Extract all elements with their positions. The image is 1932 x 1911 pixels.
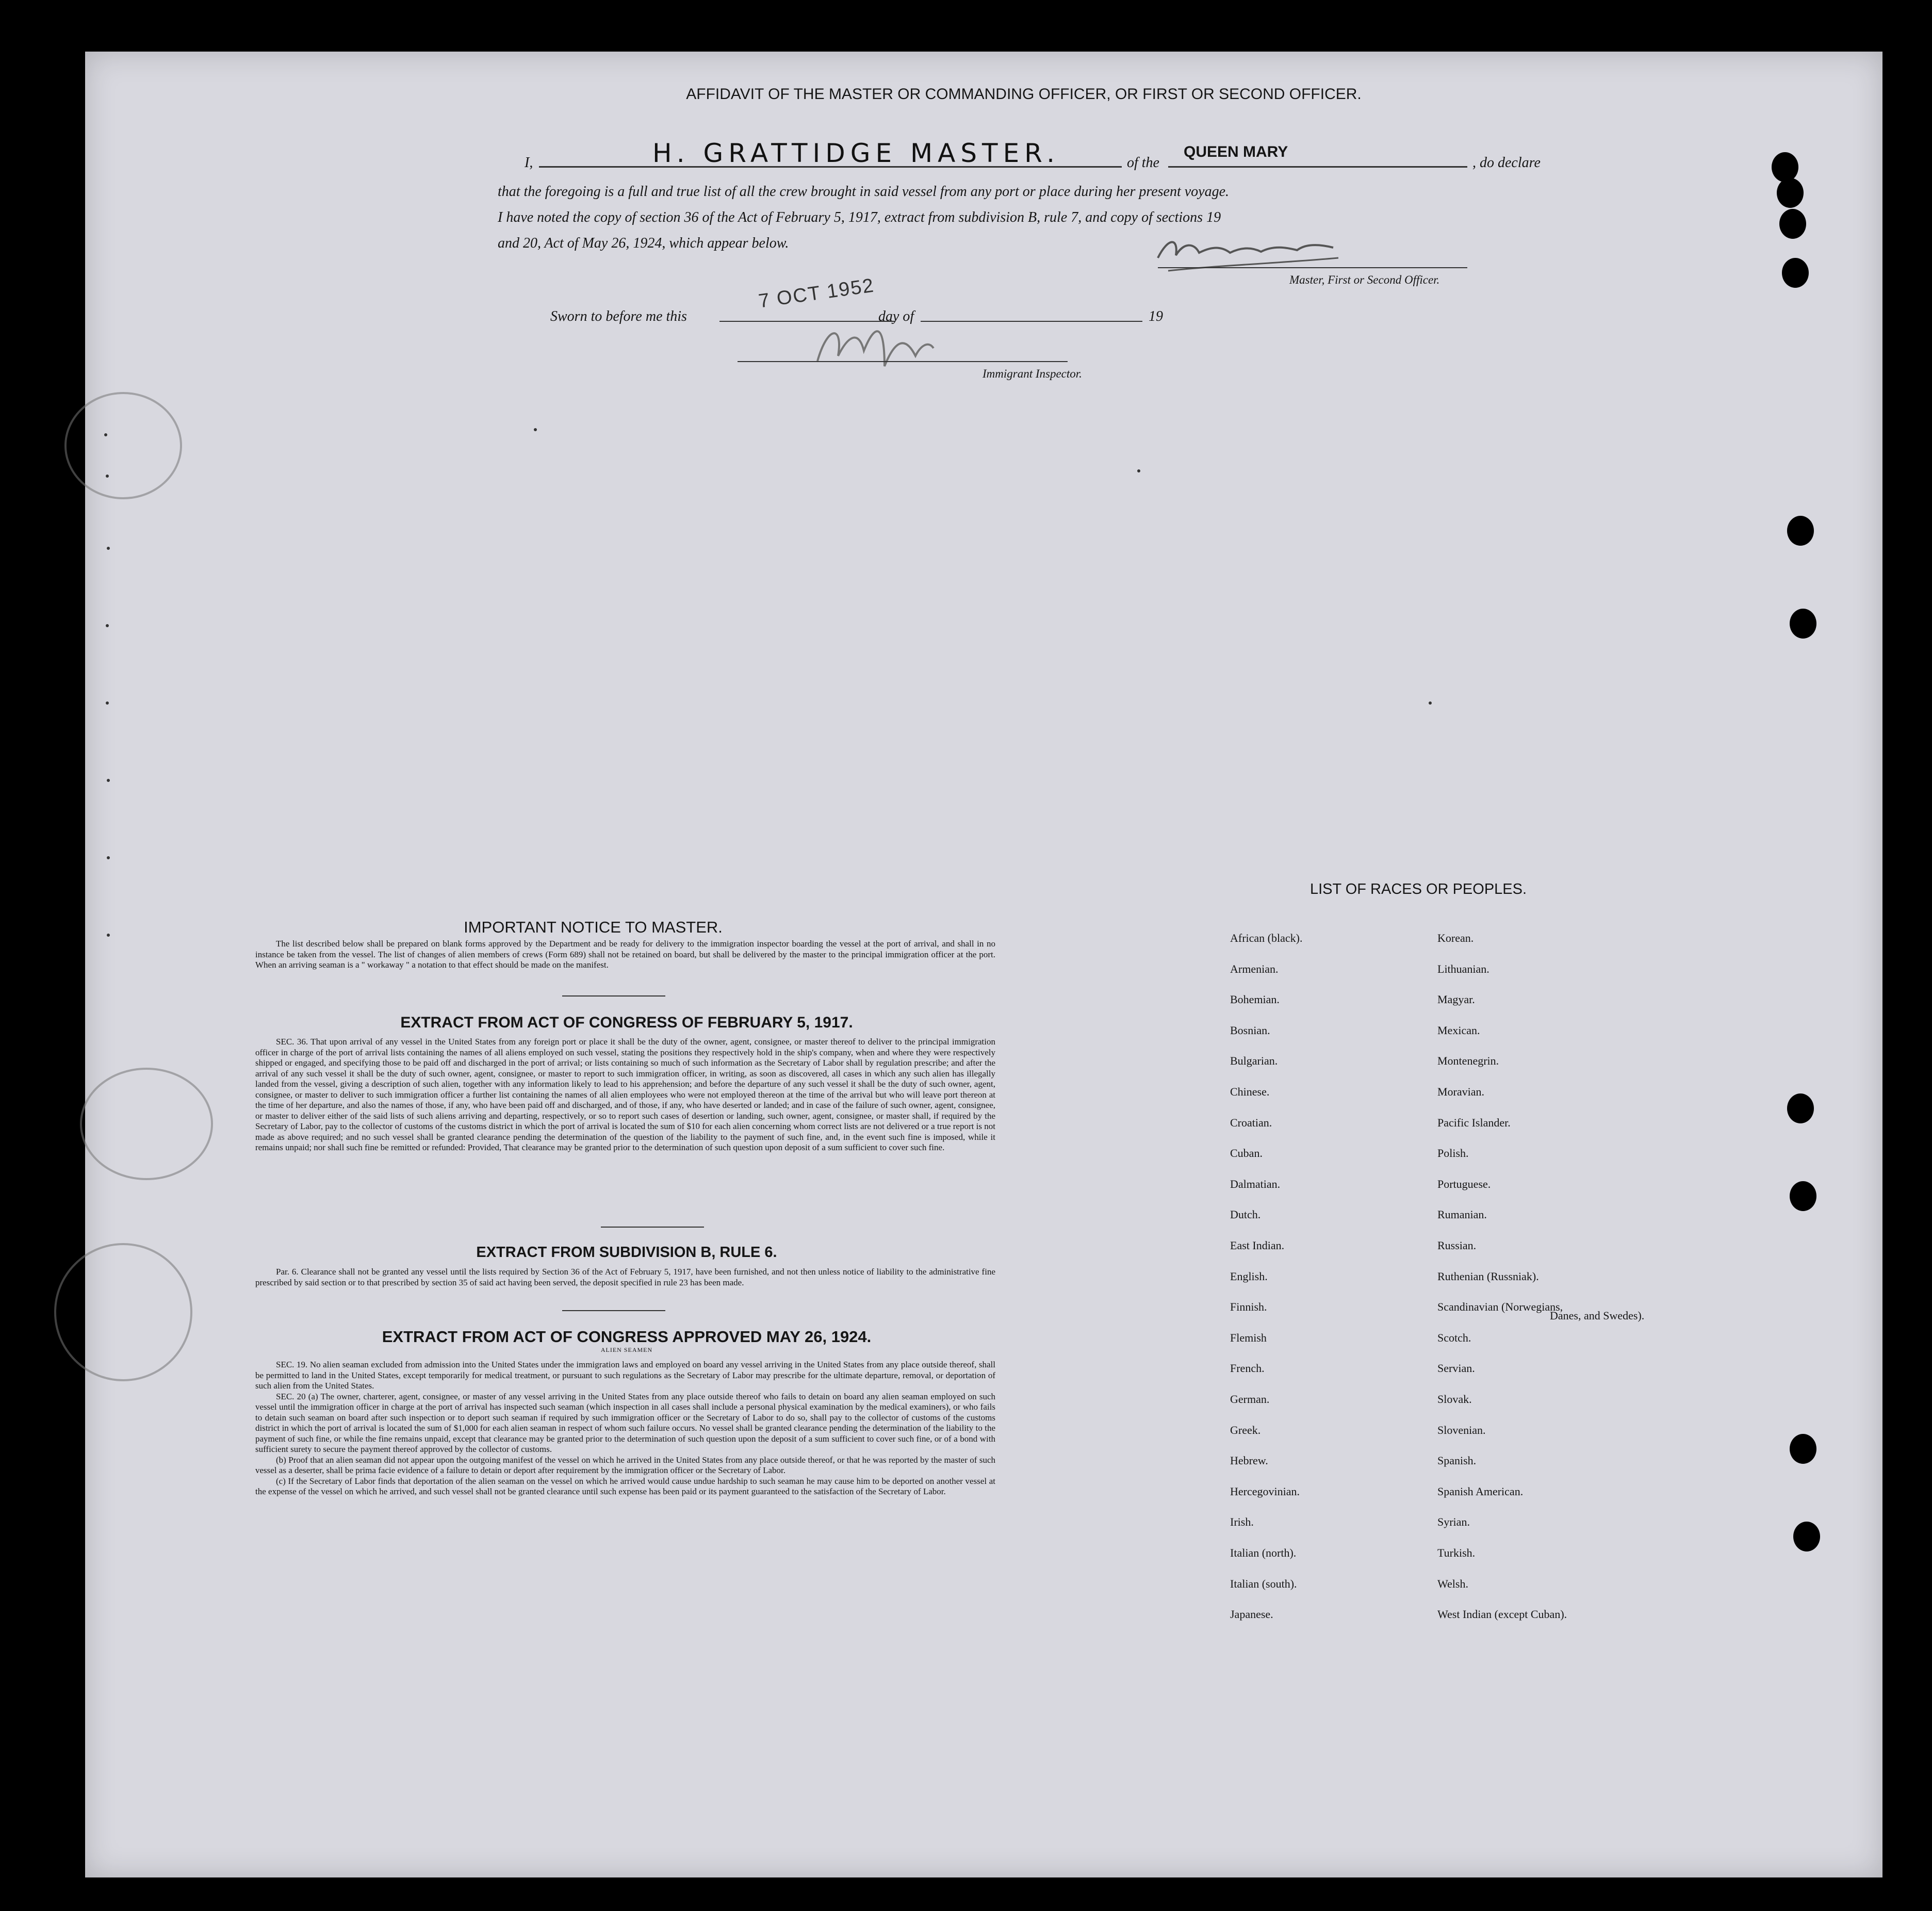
signature-label: Master, First or Second Officer.: [1289, 273, 1440, 286]
declare-label: , do declare: [1472, 155, 1541, 171]
race-item: Italian (north).: [1230, 1546, 1297, 1559]
master-signature: [1153, 227, 1349, 273]
punch-hole: [1777, 178, 1804, 208]
punch-hole: [1782, 258, 1809, 288]
extract-1924-title: EXTRACT FROM ACT OF CONGRESS APPROVED MAY 26, 1924.: [382, 1328, 872, 1346]
mark: [534, 428, 537, 431]
race-item: Moravian.: [1437, 1085, 1485, 1098]
year-prefix: 19: [1149, 308, 1163, 324]
sec20b-text: (b) Proof that an alien seaman did not appear upon the outgoing manifest of the vessel on which he arrived in the United States from any place outside thereof, or that he was reported by the master of such vessel as a deserter, shall be prima facie evidence of a failure to detain or deport after requirement by the immigration officer or the Secretary of Labor.: [255, 1455, 995, 1475]
mark: [107, 779, 110, 782]
affidavit-line-4: and 20, Act of May 26, 1924, which appear below.: [498, 235, 789, 251]
mark: [1429, 701, 1432, 705]
race-item: Scotch.: [1437, 1331, 1471, 1344]
punch-hole: [1779, 209, 1806, 239]
race-item: Italian (south).: [1230, 1577, 1297, 1590]
sworn-prefix: Sworn to before me this: [550, 308, 687, 324]
race-item: Korean.: [1437, 932, 1474, 944]
race-item: Magyar.: [1437, 993, 1475, 1006]
extract-1917-title: EXTRACT FROM ACT OF CONGRESS OF FEBRUARY 5, 1917.: [400, 1014, 853, 1031]
race-item: Slovenian.: [1437, 1423, 1486, 1436]
race-item: Spanish.: [1437, 1454, 1477, 1467]
punch-hole: [1787, 1093, 1814, 1123]
divider: [562, 995, 665, 997]
race-item: Pacific Islander.: [1437, 1116, 1511, 1129]
sec20c-text: (c) If the Secretary of Labor finds that deportation of the alien seaman on the vessel on which he arrived would cause undue hardship to such seaman he may cause him to be deported on another vessel at the expense of the vessel on which he arrived, and such vessel shall not be granted clearance until such expense has been paid or its payment guaranteed to the satisfaction of the Secretary of Labor.: [255, 1476, 995, 1496]
race-item: German.: [1230, 1393, 1270, 1406]
notice-title: IMPORTANT NOTICE TO MASTER.: [464, 918, 723, 936]
notice-text: The list described below shall be prepared on blank forms approved by the Department and be ready for delivery to the immigration inspector boarding the vessel at the port of arrival, and shall in no instance be taken from the vessel. The list of changes of alien members of crews (Form 689) shall not be retained on board, but shall be delivered by the master to the principal immigration officer at the port. When an arriving seaman is a " workaway " a notation to that effect should be made on the manifest.: [255, 939, 995, 970]
race-item: Cuban.: [1230, 1147, 1263, 1160]
race-item: Spanish American.: [1437, 1484, 1524, 1498]
mark: [1137, 469, 1140, 472]
race-item: Rumanian.: [1437, 1208, 1487, 1221]
race-item: Croatian.: [1230, 1116, 1272, 1129]
punch-hole: [1793, 1522, 1820, 1551]
race-item: Dalmatian.: [1230, 1177, 1281, 1190]
race-item: Montenegrin.: [1437, 1054, 1499, 1068]
extract-1924-body: [255, 1360, 995, 1497]
master-name: H. GRATTIDGE MASTER.: [652, 138, 1060, 168]
race-item: Greek.: [1230, 1423, 1261, 1436]
signature-line: [1158, 267, 1467, 268]
race-item: Scandinavian (Norwegians,: [1437, 1300, 1563, 1314]
inspector-label: Immigrant Inspector.: [983, 367, 1082, 380]
punch-hole: [1790, 1434, 1816, 1464]
mark: [106, 624, 109, 627]
seal-stamp-middle: [80, 1068, 213, 1180]
race-item: Japanese.: [1230, 1608, 1273, 1621]
race-item: Chinese.: [1230, 1085, 1270, 1098]
race-item: Armenian.: [1230, 962, 1279, 975]
race-item: Hercegovinian.: [1230, 1484, 1300, 1498]
mark: [107, 856, 110, 859]
race-item: Russian.: [1437, 1239, 1477, 1252]
race-item: Polish.: [1437, 1147, 1469, 1160]
race-item: Dutch.: [1230, 1208, 1261, 1221]
of-the-label: of the: [1127, 155, 1159, 171]
race-item: Irish.: [1230, 1515, 1254, 1529]
extract-rule6-title: EXTRACT FROM SUBDIVISION B, RULE 6.: [476, 1244, 777, 1261]
race-item: African (black).: [1230, 932, 1303, 944]
sec19-text: SEC. 19. No alien seaman excluded from admission into the United States under the immigration laws and employed on board any vessel arriving in the United States from any place outside thereof, shall be permitted to land in the United States, except temporarily for medical treatment, or pursuant to such regulations as the Secretary of Labor may prescribe for the ultimate departure, removal, or deportation of such alien from the United States.: [255, 1360, 995, 1391]
race-item: Servian.: [1437, 1362, 1475, 1375]
extract-rule6-body: [255, 1267, 995, 1288]
vessel-name-line: [1168, 166, 1467, 168]
day-of-label: day of: [878, 308, 914, 324]
extract-1917-body: [255, 1037, 995, 1153]
mark: [106, 701, 109, 705]
date-stamp: 7 OCT 1952: [757, 274, 876, 313]
race-item: Flemish: [1230, 1331, 1267, 1344]
extract-1917-text: SEC. 36. That upon arrival of any vessel in the United States from any foreign port or place it shall be the duty of the owner, agent, consignee, or master thereof to deliver to the principal immigration officer in charge of the port of arrival lists containing the names of all aliens employed on such vessel, stating the positions they respectively hold in the ship's company, when and where they were respectively shipped or engaged, and specifying those to be paid off and discharged in the port of arrival; or lists containing so much of such information as the Secretary of Labor shall by regulation prescribe; and after the arrival of any such vessel it shall be the duty of such owner, agent, consignee, or master to report to such immigration officer, in writing, as soon as discovered, all cases in which any such alien has illegally landed from the vessel, giving a description of such alien, together with any information likely to lead to his apprehension; and before the departure of any such vessel it shall be the duty of such owner, agent, consignee, or master to deliver to such immigration officer a further list containing the names of all alien employees who were not employed thereon at the time of the arrival but who will leave port thereon at the time of her departure, and also the names of those, if any, who have been paid off and discharged, and of those, if any, who have deserted or landed; and in case of the failure of such owner, agent, consignee, or master to deliver either of the said lists of such aliens arriving and departing, respectively, or so to report such cases of desertion or landing, such owner, agent, consignee, or master shall, if required by the Secretary of Labor, pay to the collector of customs of the customs district in which the port of arrival is located the sum of $10 for each alien concerning whom correct lists are not delivered or a true report is not made as above required; and no such vessel shall be granted clearance pending the determination of the question of the liability to the payment of such fine, and, in the event such fine is imposed, while it remains unpaid; nor shall such fine be remitted or refunded: Provided, That clearance may be granted prior to the determination of such question upon deposit of a sum sufficient to cover such fine.: [255, 1037, 995, 1152]
race-item: Slovak.: [1437, 1393, 1472, 1406]
punch-hole: [1787, 516, 1814, 546]
race-item: Lithuanian.: [1437, 962, 1489, 975]
mark: [107, 934, 110, 937]
punch-hole: [1790, 609, 1816, 639]
race-item: Bulgarian.: [1230, 1054, 1278, 1068]
affidavit-prefix: I,: [525, 155, 533, 171]
extract-rule6-text: Par. 6. Clearance shall not be granted any vessel until the lists required by Section 36 of the Act of February 5, 1917, have been furnished, and not then unless notice of liability to the administrative fine prescribed by said section or to that prescribed by section 35 of said act having been served, the deposit specified in rule 23 has been made.: [255, 1267, 995, 1287]
race-item: Turkish.: [1437, 1546, 1476, 1559]
races-title: LIST OF RACES OR PEOPLES.: [1309, 881, 1527, 897]
seal-stamp-top: [64, 392, 182, 499]
sworn-month-line: [921, 321, 1142, 322]
affidavit-title: AFFIDAVIT OF THE MASTER OR COMMANDING OFFICER, OR FIRST OR SECOND OFFICER.: [686, 86, 1362, 103]
race-item: Ruthenian (Russniak).: [1437, 1269, 1539, 1283]
divider: [601, 1227, 704, 1228]
seal-stamp-bottom: [54, 1243, 192, 1381]
race-item: Finnish.: [1230, 1300, 1267, 1314]
punch-hole: [1790, 1181, 1816, 1211]
race-item: Bosnian.: [1230, 1023, 1270, 1037]
inspector-signature: [807, 304, 941, 387]
race-item-extra: Danes, and Swedes).: [1550, 1309, 1645, 1322]
race-item: Syrian.: [1437, 1515, 1470, 1529]
divider: [562, 1310, 665, 1311]
notice-body: [255, 939, 995, 971]
race-item: Bohemian.: [1230, 993, 1280, 1006]
race-item: West Indian (except Cuban).: [1437, 1608, 1567, 1621]
affidavit-line-3: I have noted the copy of section 36 of the Act of February 5, 1917, extract from subdivision B, rule 7, and copy of sections 19: [498, 209, 1221, 225]
race-item: Hebrew.: [1230, 1454, 1268, 1467]
inspector-line: [738, 361, 1068, 362]
extract-1924-subtitle: ALIEN SEAMEN: [600, 1346, 653, 1353]
race-item: Mexican.: [1437, 1023, 1480, 1037]
race-item: East Indian.: [1230, 1239, 1285, 1252]
race-item: Welsh.: [1437, 1577, 1468, 1590]
affidavit-line-2: that the foregoing is a full and true list of all the crew brought in said vessel from any port or place during her present voyage.: [498, 184, 1230, 200]
document-page: [85, 52, 1882, 1877]
punch-hole: [1772, 152, 1798, 182]
mark: [107, 547, 110, 550]
race-item: French.: [1230, 1362, 1265, 1375]
race-item: English.: [1230, 1269, 1268, 1283]
vessel-name: QUEEN MARY: [1184, 143, 1288, 160]
sec20a-text: SEC. 20 (a) The owner, charterer, agent, consignee, or master of any vessel arriving in the United States from any place outside thereof who fails to detain on board any alien seaman employed on such vessel until the immigration officer in charge at the port of arrival has inspected such seaman (which inspection in all cases shall include a personal physical examination by the medical examiners), or who fails to detain such seaman on board after such inspection or to deport such seaman if required by such immigration officer or the Secretary of Labor to do so, shall pay to the collector of customs of the customs district in which the port of arrival is located the sum of $1,000 for each alien seaman in respect of whom such failure occurs. No vessel shall be granted clearance pending the determination of the liability to the payment of such fine, or while the fine remains unpaid, except that clearance may be granted prior to the determination of such question upon the deposit of a sum sufficient to cover such fine, or of a bond with sufficient surety to secure the payment thereof approved by the collector of customs.: [255, 1391, 995, 1454]
race-item: Portuguese.: [1437, 1177, 1491, 1190]
